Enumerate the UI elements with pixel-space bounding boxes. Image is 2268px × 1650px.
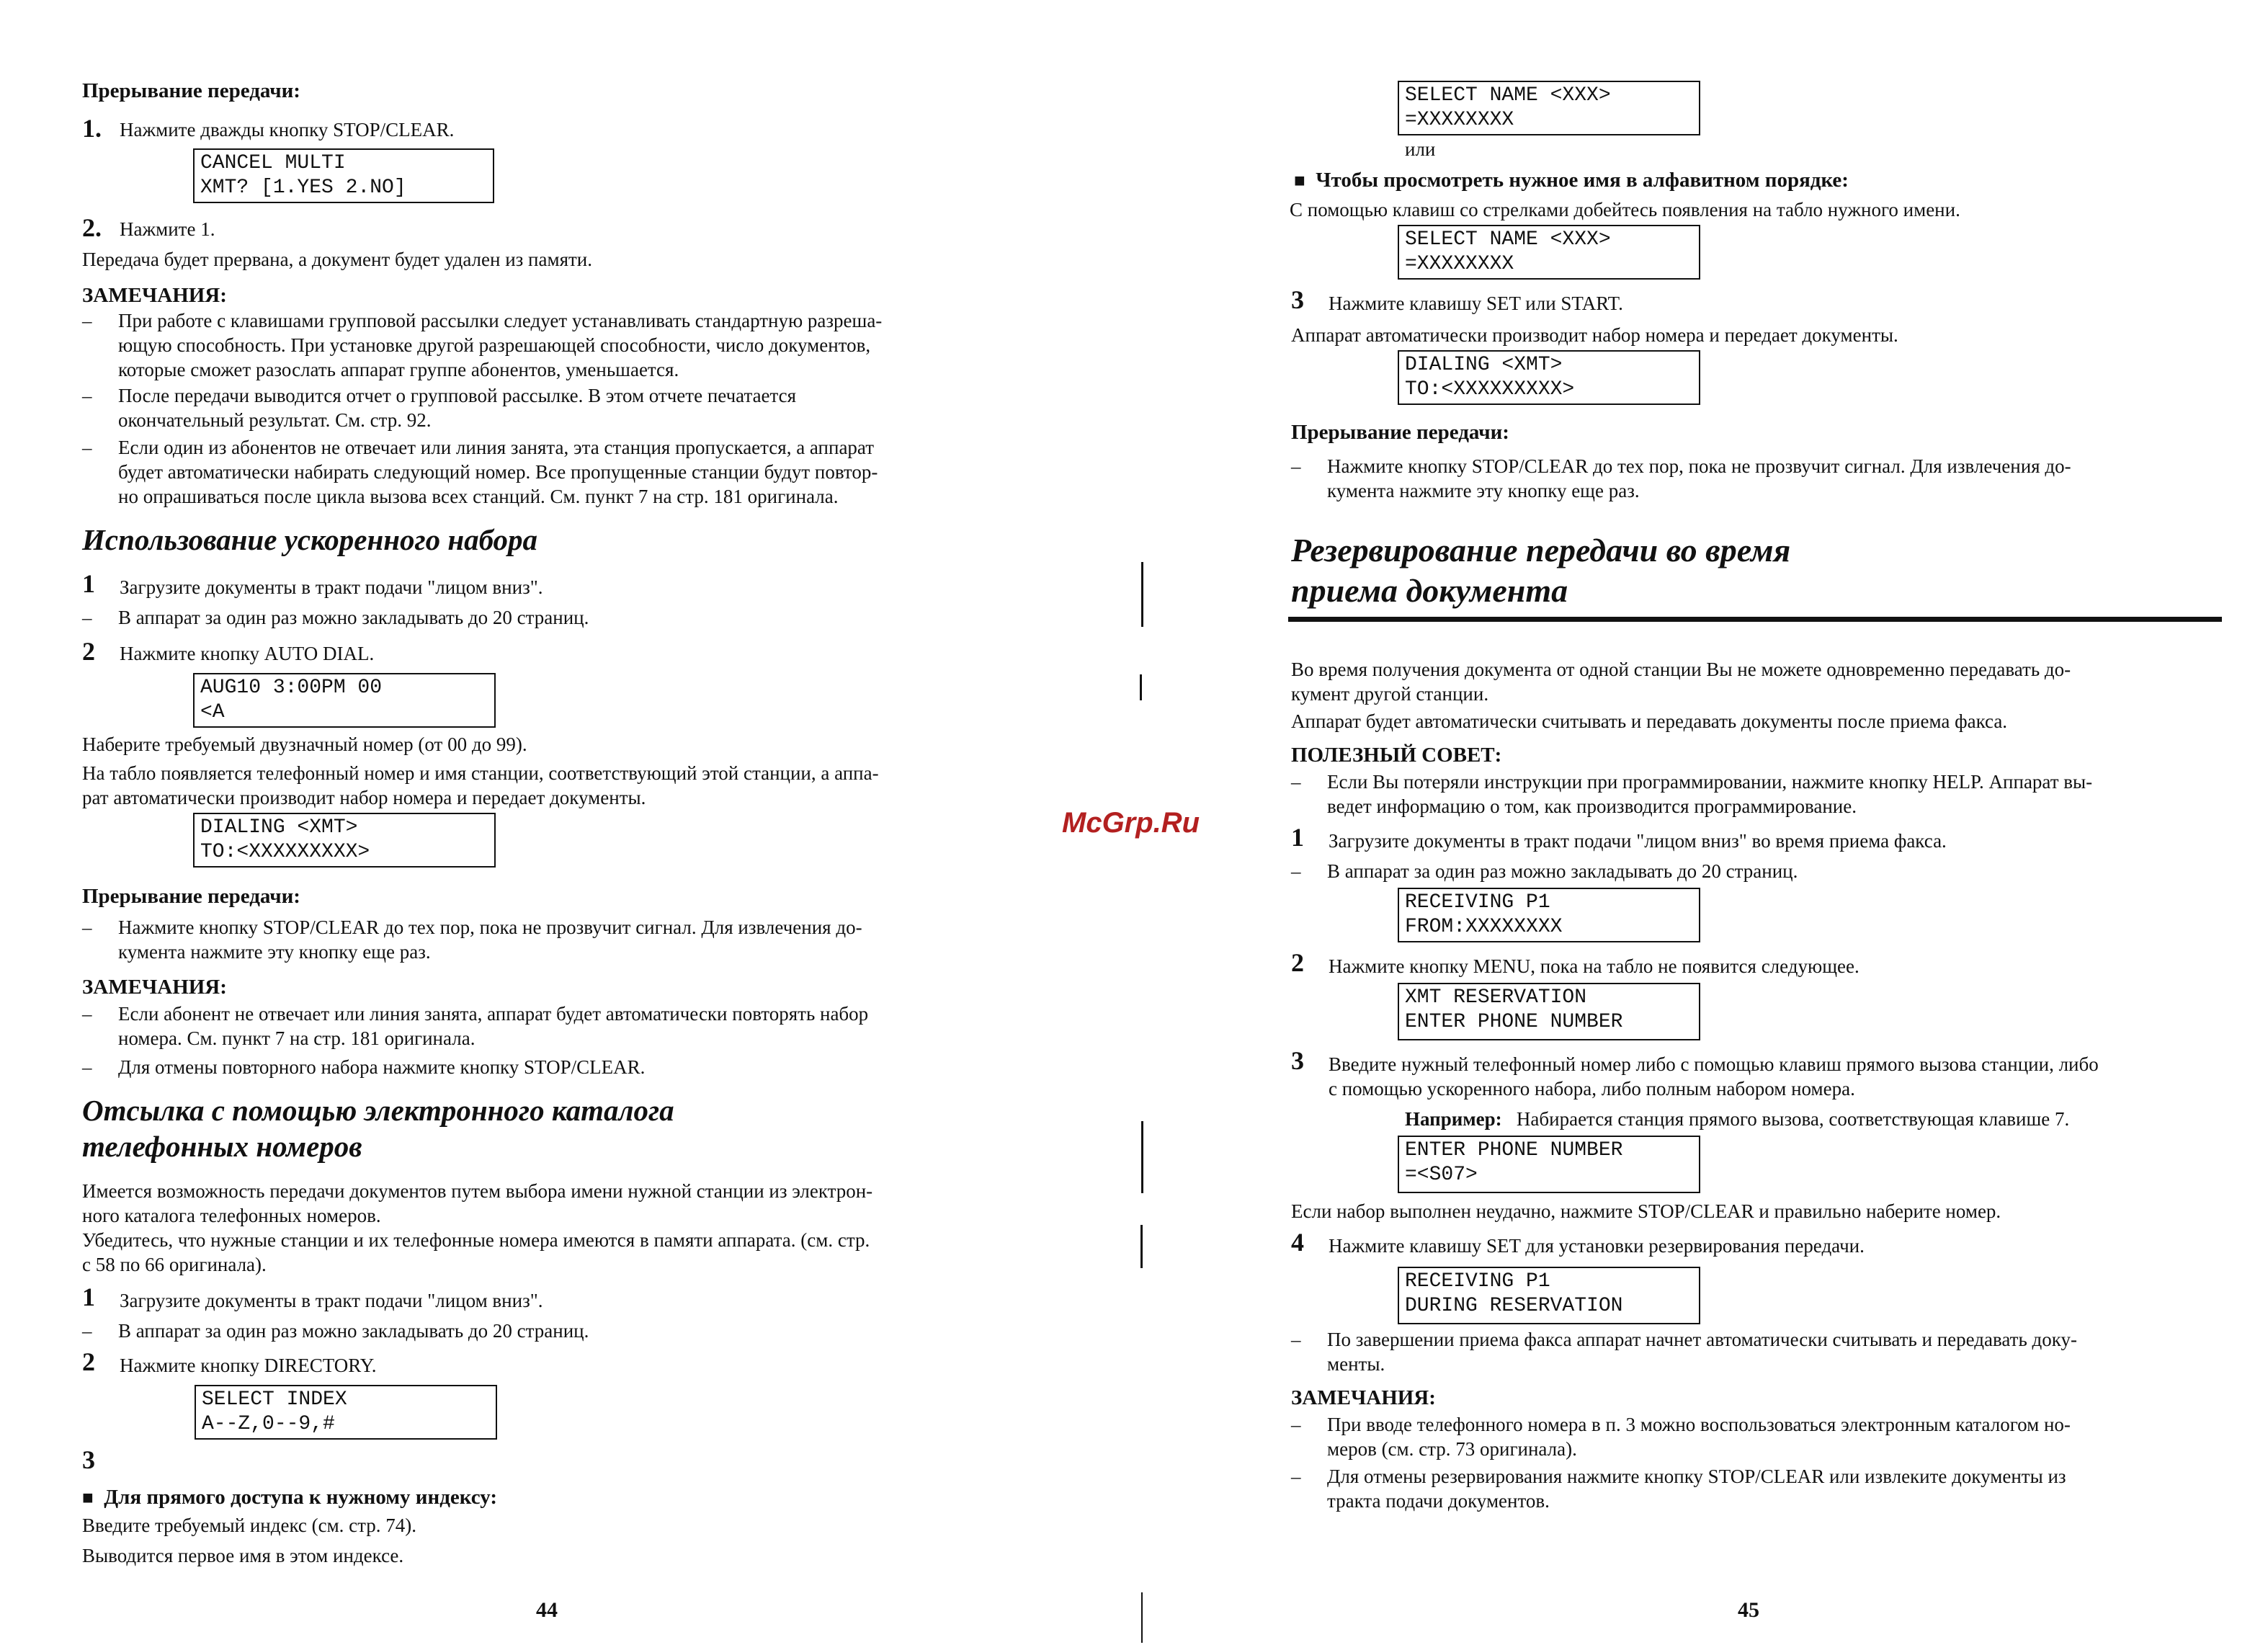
step-number: 1 — [1291, 823, 1304, 852]
paragraph: кумент другой станции. — [1291, 683, 1489, 705]
lcd-line: AUG10 3:00PM 00 — [200, 677, 383, 699]
lcd-line: =<S07> — [1405, 1164, 1478, 1186]
interrupt-heading: Прерывание передачи: — [82, 885, 300, 908]
note-line: кумента нажмите эту кнопку еще раз. — [1327, 480, 1640, 501]
lcd-display — [1398, 888, 1700, 942]
lcd-line: =XXXXXXXX — [1405, 253, 1514, 275]
paragraph: с 58 по 66 оригинала). — [82, 1254, 267, 1275]
section-title: Резервирование передачи во время — [1291, 532, 1791, 568]
note-line: – Если Вы потеряли инструкции при программировании, нажмите кнопку HELP. Аппарат вы- — [1291, 771, 2093, 793]
step-number: 1 — [82, 1283, 95, 1311]
notes-heading: ЗАМЕЧАНИЯ: — [82, 976, 227, 999]
paragraph: рат автоматически производит набор номера и передает документы. — [82, 787, 646, 808]
note-line: – При вводе телефонного номера в п. 3 можно воспользоваться электронным каталогом но- — [1291, 1414, 2071, 1435]
step-text: Нажмите клавишу SET для установки резервирования передачи. — [1329, 1235, 1865, 1257]
paragraph: Убедитесь, что нужные станции и их телефонные номера имеются в памяти аппарата. (см. стр. — [82, 1229, 870, 1251]
note-line: – Нажмите кнопку STOP/CLEAR до тех пор, пока не прозвучит сигнал. Для извлечения до- — [82, 917, 862, 938]
section-title: телефонных номеров — [82, 1130, 362, 1163]
step-number: 3 — [82, 1445, 95, 1474]
note-line: тракта подачи документов. — [1327, 1490, 1550, 1512]
lcd-display — [1398, 225, 1700, 280]
step-number: 3 — [1291, 285, 1304, 314]
lcd-display — [1398, 983, 1700, 1040]
lcd-line: TO:<XXXXXXXXX> — [1405, 378, 1575, 401]
lcd-line: RECEIVING P1 — [1405, 891, 1550, 914]
lcd-line: SELECT NAME <XXX> — [1405, 84, 1611, 107]
section-title: Использование ускоренного набора — [82, 523, 538, 556]
lcd-line: =XXXXXXXX — [1405, 109, 1514, 131]
note-line: – Нажмите кнопку STOP/CLEAR до тех пор, пока не прозвучит сигнал. Для извлечения до- — [1291, 455, 2071, 477]
bullet-heading: ■ Чтобы просмотреть нужное имя в алфавитном порядке: — [1294, 169, 1849, 192]
note-line: окончательный результат. См. стр. 92. — [118, 409, 432, 431]
note-line: менты. — [1327, 1353, 1385, 1375]
step-number: 3 — [1291, 1046, 1304, 1075]
note-line: – По завершении приема факса аппарат начнет автоматически считывать и передавать доку- — [1291, 1329, 2077, 1350]
note-line: – В аппарат за один раз можно закладывать до 20 страниц. — [1291, 860, 1798, 882]
lcd-line: A--Z,0--9,# — [202, 1413, 335, 1435]
paragraph: Выводится первое имя в этом индексе. — [82, 1545, 404, 1566]
lcd-line: DIALING <XMT> — [1405, 354, 1563, 376]
lcd-line: ENTER PHONE NUMBER — [1405, 1139, 1623, 1161]
note-line: – Для отмены повторного набора нажмите кнопку STOP/CLEAR. — [82, 1056, 646, 1078]
lcd-line: CANCEL MULTI — [200, 152, 346, 174]
lcd-line: DIALING <XMT> — [200, 816, 358, 839]
step-text: Введите нужный телефонный номер либо с помощью клавиш прямого вызова станции, либо — [1329, 1053, 2099, 1075]
note-line: ющую способность. При установке другой разрешающей способности, число документов, — [118, 334, 871, 356]
note-line: – Если абонент не отвечает или линия занята, аппарат будет автоматически повторять набор — [82, 1003, 869, 1025]
paragraph: На табло появляется телефонный номер и имя станции, соответствующий этой станции, а аппа- — [82, 762, 879, 784]
paragraph: Во время получения документа от одной станции Вы не можете одновременно передавать до- — [1291, 659, 2071, 680]
note-line: номера. См. пункт 7 на стр. 181 оригинала. — [118, 1027, 476, 1049]
step-text: Загрузите документы в тракт подачи "лицом вниз". — [120, 1290, 543, 1311]
step-text: Загрузите документы в тракт подачи "лицом вниз". — [120, 576, 543, 598]
section-title: Отсылка с помощью электронного каталога — [82, 1094, 674, 1127]
note-line: – В аппарат за один раз можно закладывать до 20 страниц. — [82, 1320, 589, 1342]
lcd-line: <A — [200, 701, 225, 723]
note-line: – В аппарат за один раз можно закладывать до 20 страниц. — [82, 607, 589, 628]
paragraph: Аппарат автоматически производит набор номера и передает документы. — [1291, 324, 1898, 346]
step-number: 4 — [1291, 1228, 1304, 1257]
example-line: Например: Набирается станция прямого вызова, соответствующая клавише 7. — [1405, 1108, 2070, 1130]
step-text: с помощью ускоренного набора, либо полным набором номера. — [1329, 1078, 1855, 1100]
step-number: 1 — [82, 569, 95, 598]
paragraph: Аппарат будет автоматически считывать и передавать документы после приема факса. — [1291, 710, 2008, 732]
notes-heading: ЗАМЕЧАНИЯ: — [1291, 1386, 1436, 1409]
lcd-line: XMT? [1.YES 2.NO] — [200, 177, 406, 199]
lcd-display — [1398, 81, 1700, 135]
step-number: 1. — [82, 114, 102, 143]
interrupt-heading: Прерывание передачи: — [1291, 421, 1509, 444]
right-page — [1134, 0, 2268, 1650]
lcd-line: DURING RESERVATION — [1405, 1295, 1623, 1317]
note-line: – При работе с клавишами групповой рассылки следует устанавливать стандартную разреша- — [82, 310, 883, 331]
paragraph: С помощью клавиш со стрелками добейтесь появления на табло нужного имени. — [1290, 199, 1960, 220]
notes-heading: ЗАМЕЧАНИЯ: — [82, 284, 227, 307]
watermark: McGrp.Ru — [1062, 807, 1200, 839]
lcd-line: ENTER PHONE NUMBER — [1405, 1011, 1623, 1033]
or-label: или — [1405, 138, 1436, 160]
page-number: 44 — [536, 1598, 558, 1622]
paragraph: Наберите требуемый двузначный номер (от 00 до 99). — [82, 733, 527, 755]
note-line: меров (см. стр. 73 оригинала). — [1327, 1438, 1577, 1460]
note-line: – Для отмены резервирования нажмите кнопку STOP/CLEAR или извлеките документы из — [1291, 1466, 2066, 1487]
lcd-line: XMT RESERVATION — [1405, 986, 1587, 1009]
step-text: Нажмите кнопку MENU, пока на табло не появится следующее. — [1329, 955, 1860, 977]
step-text: Нажмите 1. — [120, 218, 215, 240]
note-line: которые сможет разослать аппарат группе абонентов, уменьшается. — [118, 359, 679, 380]
interrupt-heading: Прерывание передачи: — [82, 79, 300, 102]
note-line: – Если один из абонентов не отвечает или линия занята, эта станция пропускается, а аппарат — [82, 437, 875, 458]
lcd-line: SELECT NAME <XXX> — [1405, 228, 1611, 251]
bullet-heading: ■ Для прямого доступа к нужному индексу: — [82, 1486, 498, 1509]
section-title: приема документа — [1291, 572, 1568, 609]
lcd-display — [1398, 350, 1700, 405]
lcd-display — [1398, 1267, 1700, 1324]
example-label: Например: — [1405, 1108, 1502, 1130]
tip-heading: ПОЛЕЗНЫЙ СОВЕТ: — [1291, 744, 1502, 767]
paragraph: Имеется возможность передачи документов путем выбора имени нужной станции из электрон- — [82, 1180, 873, 1202]
square-bullet-icon: ■ — [1294, 170, 1305, 191]
square-bullet-icon: ■ — [82, 1487, 94, 1508]
note-line: ведет информацию о том, как производится программирование. — [1327, 795, 1857, 817]
lcd-line: SELECT INDEX — [202, 1388, 347, 1411]
paragraph: Введите требуемый индекс (см. стр. 74). — [82, 1515, 417, 1536]
paragraph: Если набор выполнен неудачно, нажмите STOP/CLEAR и правильно наберите номер. — [1291, 1200, 2001, 1222]
lcd-display — [193, 673, 496, 728]
note-line: но опрашиваться после цикла вызова всех станций. См. пункт 7 на стр. 181 оригинала. — [118, 486, 839, 507]
step-number: 2 — [1291, 948, 1304, 977]
paragraph: ного каталога телефонных номеров. — [82, 1205, 381, 1226]
note-line: будет автоматически набирать следующий номер. Все пропущенные станции будут повтор- — [118, 461, 878, 483]
lcd-display — [195, 1385, 497, 1440]
lcd-display — [1398, 1136, 1700, 1193]
step-number: 2 — [82, 637, 95, 666]
page-number: 45 — [1738, 1598, 1759, 1622]
step-text: Нажмите дважды кнопку STOP/CLEAR. — [120, 119, 455, 141]
step-number: 2 — [82, 1347, 95, 1376]
step-number: 2. — [82, 213, 102, 242]
step-text: Нажмите кнопку AUTO DIAL. — [120, 643, 375, 664]
step-text: Нажмите клавишу SET или START. — [1329, 293, 1623, 314]
note-line: кумента нажмите эту кнопку еще раз. — [118, 941, 431, 963]
lcd-display — [193, 148, 494, 203]
paragraph: Передача будет прервана, а документ будет удален из памяти. — [82, 249, 592, 270]
step-text: Нажмите кнопку DIRECTORY. — [120, 1355, 377, 1376]
note-line: – После передачи выводится отчет о групповой рассылке. В этом отчете печатается — [82, 385, 797, 406]
lcd-line: FROM:XXXXXXXX — [1405, 916, 1563, 938]
lcd-line: RECEIVING P1 — [1405, 1270, 1550, 1293]
lcd-display — [193, 813, 496, 868]
step-text: Загрузите документы в тракт подачи "лицом вниз" во время приема факса. — [1329, 830, 1947, 852]
section-underline — [1288, 617, 2222, 622]
lcd-line: TO:<XXXXXXXXX> — [200, 841, 370, 863]
